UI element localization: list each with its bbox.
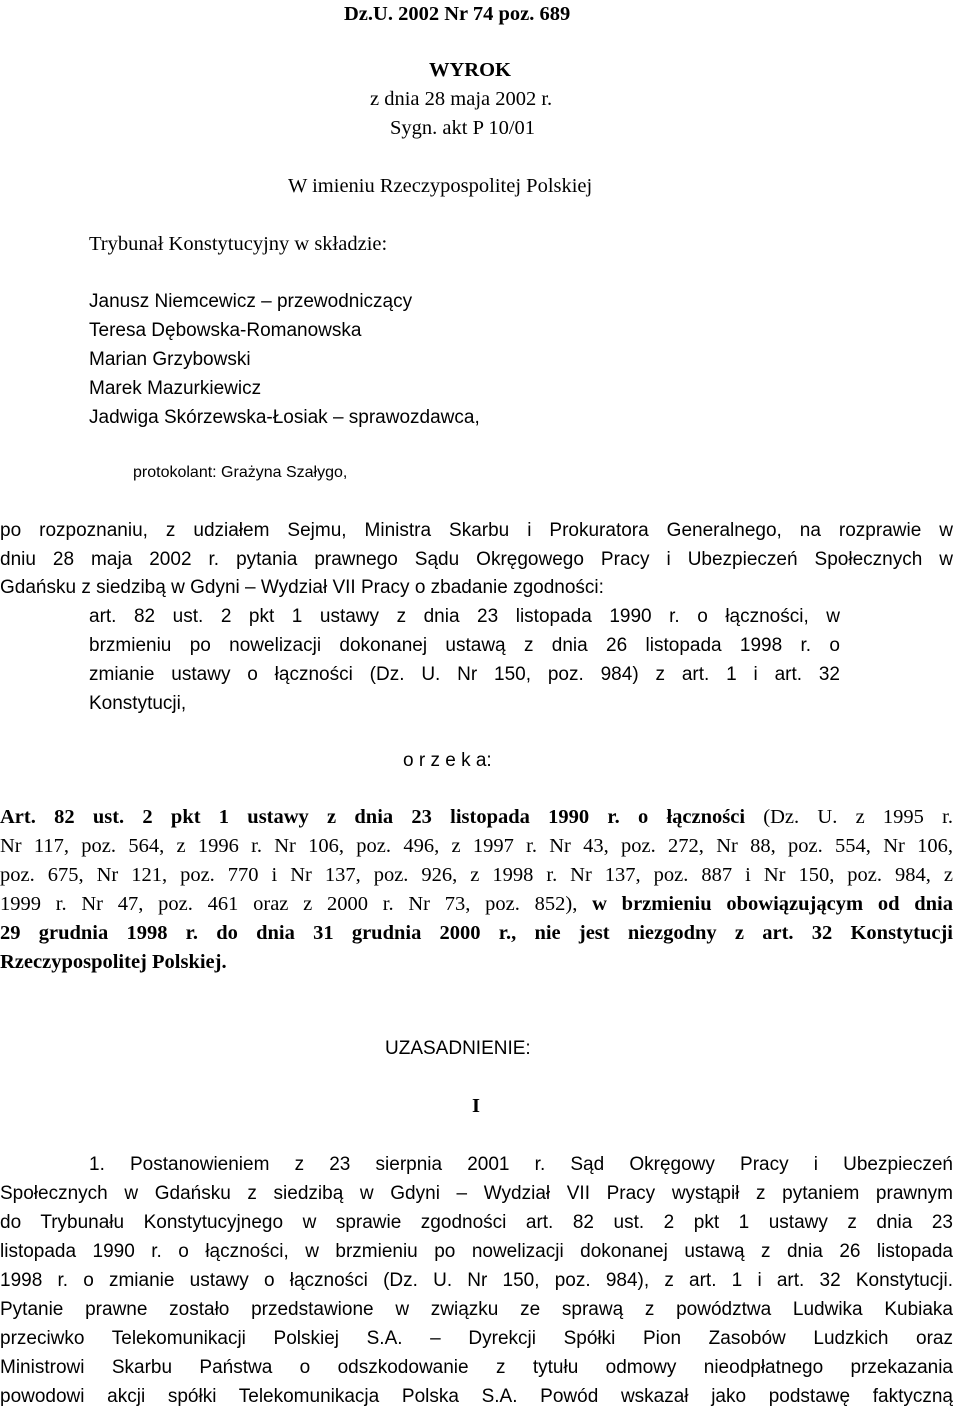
justification-heading: UZASADNIENIE: [385,1038,531,1059]
paragraph-line: Społecznych w Gdańsku z siedzibą w Gdyni – Wydział VII Pracy wystąpił z pytaniem prawnym [0,1183,953,1204]
section-number: I [472,1095,480,1117]
ruling-line [0,890,953,919]
judge-name: Teresa Dębowska-Romanowska [89,320,362,341]
ruling-line: Rzeczypospolitej Polskiej. [0,951,227,973]
invocation: W imieniu Rzeczypospolitej Polskiej [288,175,593,197]
document-title: WYROK [429,59,511,81]
paragraph-line: przeciwko Telekomunikacji Polskiej S.A. – Dyrekcji Spółki Pion Zasobów Ludzkich oraz [0,1328,953,1349]
panel-intro: Trybunał Konstytucyjny w składzie: [89,233,388,255]
judge-name: Janusz Niemcewicz – przewodniczący [89,291,413,312]
paragraph-line: do Trybunału Konstytucyjnego w sprawie zgodności art. 82 ust. 2 pkt 1 ustawy z dnia 23 [0,1212,953,1233]
case-number: Sygn. akt P 10/01 [390,117,536,139]
ruling-line [0,803,953,832]
ruling-line: poz. 675, Nr 121, poz. 770 i Nr 137, poz. 926, z 1998 r. Nr 137, poz. 887 i Nr 150, poz. 984, z [0,864,953,886]
judge-name: Marian Grzybowski [89,349,251,370]
ruling-text: 1999 r. Nr 47, poz. 461 oraz z 2000 r. Nr 73, poz. 852), [0,893,593,915]
paragraph-line: listopada 1990 r. o łączności, w brzmieniu po nowelizacji dokonanej ustawą z dnia 26 listopada [0,1241,953,1262]
paragraph-line: Ministrowi Skarbu Państwa o odszkodowanie z tytułu odmowy nieodpłatnego przekazania [0,1357,953,1378]
ruling-bold-text: w brzmieniu obowiązującym od dnia [592,893,953,915]
subject-line: art. 82 ust. 2 pkt 1 ustawy z dnia 23 listopada 1990 r. o łączności, w [89,606,840,627]
paragraph-line: powodowi akcji spółki Telekomunikacja Polska S.A. Powód wskazał jako podstawę faktyczną [0,1386,953,1407]
proceedings-line: dniu 28 maja 2002 r. pytania prawnego Sądu Okręgowego Pracy i Ubezpieczeń Społecznych w [0,549,953,570]
ruling-bold-text: Art. 82 ust. 2 pkt 1 ustawy z dnia 23 listopada 1990 r. o łączności [0,806,746,828]
journal-reference: Dz.U. 2002 Nr 74 poz. 689 [344,3,571,25]
paragraph-line: 1. Postanowieniem z 23 sierpnia 2001 r. Sąd Okręgowy Pracy i Ubezpieczeń [89,1154,953,1175]
ruling-line: 29 grudnia 1998 r. do dnia 31 grudnia 2000 r., nie jest niezgodny z art. 32 Konstytucji [0,922,953,944]
ruling-heading: o r z e k a: [403,750,492,771]
proceedings-line: Gdańsku z siedzibą w Gdyni – Wydział VII Pracy o zbadanie zgodności: [0,577,604,598]
paragraph-line: Pytanie prawne zostało przedstawione w związku ze sprawą z powództwa Ludwika Kubiaka [0,1299,953,1320]
subject-line: brzmieniu po nowelizacji dokonanej ustawą z dnia 26 listopada 1998 r. o [89,635,840,656]
paragraph-line: 1998 r. o zmianie ustawy o łączności (Dz. U. Nr 150, poz. 984), z art. 1 i art. 32 Konstytucji. [0,1270,953,1291]
proceedings-line: po rozpoznaniu, z udziałem Sejmu, Ministra Skarbu i Prokuratora Generalnego, na rozprawie w [0,520,953,541]
ruling-line: Nr 117, poz. 564, z 1996 r. Nr 106, poz. 496, z 1997 r. Nr 43, poz. 272, Nr 88, poz. 554, Nr 106, [0,835,953,857]
subject-line: zmianie ustawy o łączności (Dz. U. Nr 150, poz. 984) z art. 1 i art. 32 [89,664,840,685]
court-clerk: protokolant: Grażyna Szałygo, [133,464,348,481]
ruling-text: (Dz. U. z 1995 r. [745,806,953,828]
document-date: z dnia 28 maja 2002 r. [370,88,553,110]
judge-name: Jadwiga Skórzewska-Łosiak – sprawozdawca, [89,407,480,428]
judge-name: Marek Mazurkiewicz [89,378,262,399]
subject-line: Konstytucji, [89,693,187,714]
